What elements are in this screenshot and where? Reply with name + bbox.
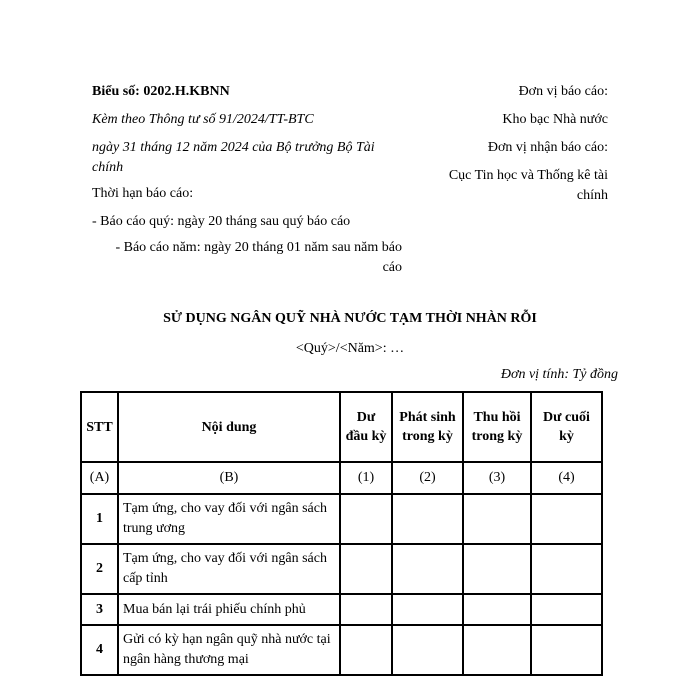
value-cell[interactable] xyxy=(463,594,531,625)
index-cell: (A) xyxy=(81,462,118,494)
report-title: SỬ DỤNG NGÂN QUỸ NHÀ NƯỚC TẠM THỜI NHÀN RỖI xyxy=(163,311,537,326)
row-number: 1 xyxy=(81,494,118,544)
reporting-unit: Kho bạc Nhà nước xyxy=(502,112,608,127)
reporting-unit-label: Đơn vị báo cáo: xyxy=(518,84,608,99)
deadline-label: Thời hạn báo cáo: xyxy=(92,186,194,201)
circular-date: ngày 31 tháng 12 năm 2024 của Bộ trưởng Bộ Tài chính xyxy=(92,140,375,175)
report-table xyxy=(80,391,603,676)
report-period: <Quý>/<Năm>: … xyxy=(295,341,405,356)
row-number: 2 xyxy=(81,544,118,594)
circular-reference: Kèm theo Thông tư số 91/2024/TT-BTC xyxy=(92,112,314,127)
header-recovered: Thu hồi trong kỳ xyxy=(463,392,531,462)
row-content: Tạm ứng, cho vay đối với ngân sách cấp tỉnh xyxy=(118,544,340,594)
index-cell: (4) xyxy=(531,462,602,494)
row-number: 3 xyxy=(81,594,118,625)
table-row xyxy=(81,494,602,544)
value-cell[interactable] xyxy=(392,544,463,594)
value-cell[interactable] xyxy=(531,544,602,594)
deadline-quarter: - Báo cáo quý: ngày 20 tháng sau quý báo cáo xyxy=(92,214,351,229)
value-cell[interactable] xyxy=(531,494,602,544)
header-content: Nội dung xyxy=(118,392,340,462)
deadline-year: - Báo cáo năm: ngày 20 tháng 01 năm sau năm báo cáo xyxy=(115,240,402,275)
value-cell[interactable] xyxy=(463,625,531,675)
value-cell[interactable] xyxy=(463,494,531,544)
row-content: Tạm ứng, cho vay đối với ngân sách trung ương xyxy=(118,494,340,544)
value-cell[interactable] xyxy=(392,625,463,675)
index-cell: (1) xyxy=(340,462,392,494)
value-cell[interactable] xyxy=(340,625,392,675)
value-cell[interactable] xyxy=(392,494,463,544)
row-content: Gửi có kỳ hạn ngân quỹ nhà nước tại ngân hàng thương mại xyxy=(118,625,340,675)
row-content: Mua bán lại trái phiếu chính phủ xyxy=(118,594,340,625)
table-index-row xyxy=(81,462,602,494)
row-number: 4 xyxy=(81,625,118,675)
header-stt: STT xyxy=(81,392,118,462)
index-cell: (3) xyxy=(463,462,531,494)
header-opening-balance: Dư đầu kỳ xyxy=(340,392,392,462)
index-cell: (2) xyxy=(392,462,463,494)
form-number: Biểu số: 0202.H.KBNN xyxy=(92,84,230,99)
value-cell[interactable] xyxy=(463,544,531,594)
table-header-row xyxy=(81,392,602,462)
value-cell[interactable] xyxy=(340,544,392,594)
receiving-unit: Cục Tin học và Thống kê tài chính xyxy=(448,168,608,203)
table-row xyxy=(81,594,602,625)
header-arising: Phát sinh trong kỳ xyxy=(392,392,463,462)
value-cell[interactable] xyxy=(340,494,392,544)
header-closing-balance: Dư cuối kỳ xyxy=(531,392,602,462)
value-cell[interactable] xyxy=(340,594,392,625)
value-cell[interactable] xyxy=(531,594,602,625)
value-cell[interactable] xyxy=(392,594,463,625)
index-cell: (B) xyxy=(118,462,340,494)
measurement-unit: Đơn vị tính: Tỷ đồng xyxy=(500,367,618,382)
value-cell[interactable] xyxy=(531,625,602,675)
table-row xyxy=(81,544,602,594)
table-row xyxy=(81,625,602,675)
receiving-unit-label: Đơn vị nhận báo cáo: xyxy=(487,140,608,155)
